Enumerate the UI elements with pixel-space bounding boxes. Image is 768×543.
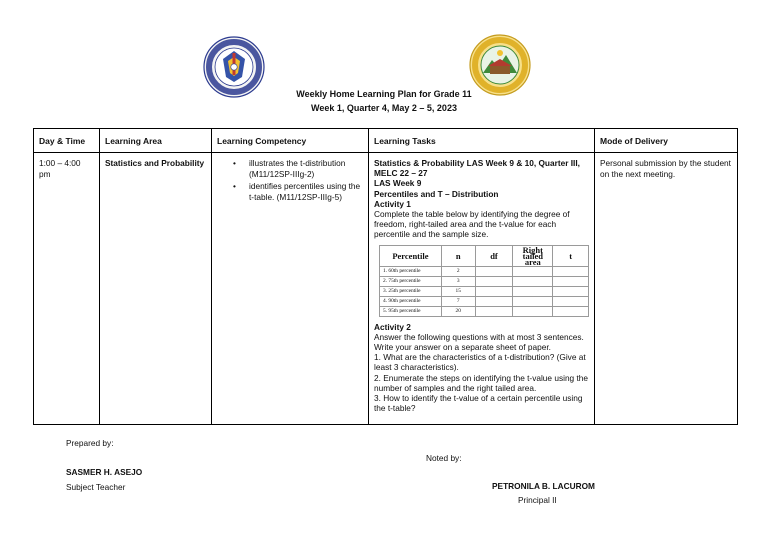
principal-role: Principal II	[518, 495, 557, 505]
principal-name: PETRONILA B. LACUROM	[492, 481, 595, 491]
percentile-cell: 3. 25th percentile	[380, 286, 442, 296]
df-cell	[475, 276, 513, 286]
activity2-instructions: Answer the following questions with at most 3 sentences. Write your answer on a separate sheet of paper.	[374, 331, 584, 353]
table-row	[380, 286, 589, 296]
t-cell	[553, 266, 589, 276]
table-header-row	[34, 129, 738, 153]
cell-time: 1:00 – 4:00 pm	[34, 153, 100, 425]
percentile-cell: 4. 90th percentile	[380, 296, 442, 306]
prepared-by-label: Prepared by:	[66, 438, 114, 448]
activity2-question-3: 3. How to identify the t-value of a certain percentile using the t-table?	[374, 393, 583, 414]
col-n: n	[441, 245, 475, 266]
n-cell: 2	[441, 266, 475, 276]
list-item: • illustrates the t-distribution (M11/12SP-IIIg-2)	[233, 158, 363, 179]
cell-competency	[212, 153, 369, 425]
t-cell	[553, 286, 589, 296]
area-cell	[513, 306, 553, 316]
percentile-cell: 2. 75th percentile	[380, 276, 442, 286]
table-row	[34, 153, 738, 425]
teacher-name: SASMER H. ASEJO	[66, 467, 143, 477]
col-right-tailed-area: Right tailed area	[513, 245, 553, 266]
area-cell	[513, 276, 553, 286]
percentile-table	[379, 245, 589, 317]
las-week: LAS Week 9	[374, 178, 422, 189]
plan-title: Weekly Home Learning Plan for Grade 11	[296, 89, 472, 99]
col-t: t	[553, 245, 589, 266]
n-cell: 3	[441, 276, 475, 286]
list-item: • identifies percentiles using the t-table. (M11/12SP-IIIg-5)	[233, 181, 363, 202]
n-cell: 7	[441, 296, 475, 306]
header-mode-of-delivery: Mode of Delivery	[595, 129, 738, 153]
t-cell	[553, 296, 589, 306]
header-learning-tasks: Learning Tasks	[369, 129, 595, 153]
table-row	[380, 266, 589, 276]
school-seal-icon	[466, 33, 534, 97]
table-row	[380, 296, 589, 306]
table-row	[380, 276, 589, 286]
teacher-role: Subject Teacher	[66, 482, 126, 492]
activity1-title: Activity 1	[374, 198, 411, 209]
cell-mode-of-delivery: Personal submission by the student on the next meeting.	[595, 153, 738, 425]
learning-plan-table	[33, 128, 738, 425]
activity2-question-2: 2. Enumerate the steps on identifying the t-value using the number of samples and the right tailed area.	[374, 372, 589, 393]
las-title: Statistics & Probability LAS Week 9 & 10, Quarter III, MELC 22 – 27	[374, 158, 580, 179]
t-cell	[553, 276, 589, 286]
n-cell: 20	[441, 306, 475, 316]
percentile-cell: 5. 95th percentile	[380, 306, 442, 316]
header-learning-competency: Learning Competency	[212, 129, 369, 153]
header-day-time: Day & Time	[34, 129, 100, 153]
header-learning-area: Learning Area	[100, 129, 212, 153]
col-percentile: Percentile	[380, 245, 442, 266]
cell-learning-area: Statistics and Probability	[100, 153, 212, 425]
plan-subtitle: Week 1, Quarter 4, May 2 – 5, 2023	[311, 103, 457, 113]
col-df: df	[475, 245, 513, 266]
df-cell	[475, 306, 513, 316]
area-cell	[513, 286, 553, 296]
activity2-question-1: 1. What are the characteristics of a t-distribution? (Give at least 3 characteristics).	[374, 352, 586, 373]
n-cell: 15	[441, 286, 475, 296]
df-cell	[475, 296, 513, 306]
topic-title: Percentiles and T – Distribution	[374, 188, 499, 199]
noted-by-label: Noted by:	[426, 453, 462, 463]
percentile-header-row	[380, 245, 589, 266]
df-cell	[475, 266, 513, 276]
area-cell	[513, 296, 553, 306]
df-cell	[475, 286, 513, 296]
percentile-cell: 1. 60th percentile	[380, 266, 442, 276]
competency-list	[233, 158, 363, 202]
cell-learning-tasks	[369, 153, 595, 425]
t-cell	[553, 306, 589, 316]
activity1-text: Complete the table below by identifying the degree of freedom, right-tailed area and the t-value for each percentile and the sample size.	[374, 209, 570, 240]
table-row	[380, 306, 589, 316]
area-cell	[513, 266, 553, 276]
activity2-title: Activity 2	[374, 321, 411, 332]
